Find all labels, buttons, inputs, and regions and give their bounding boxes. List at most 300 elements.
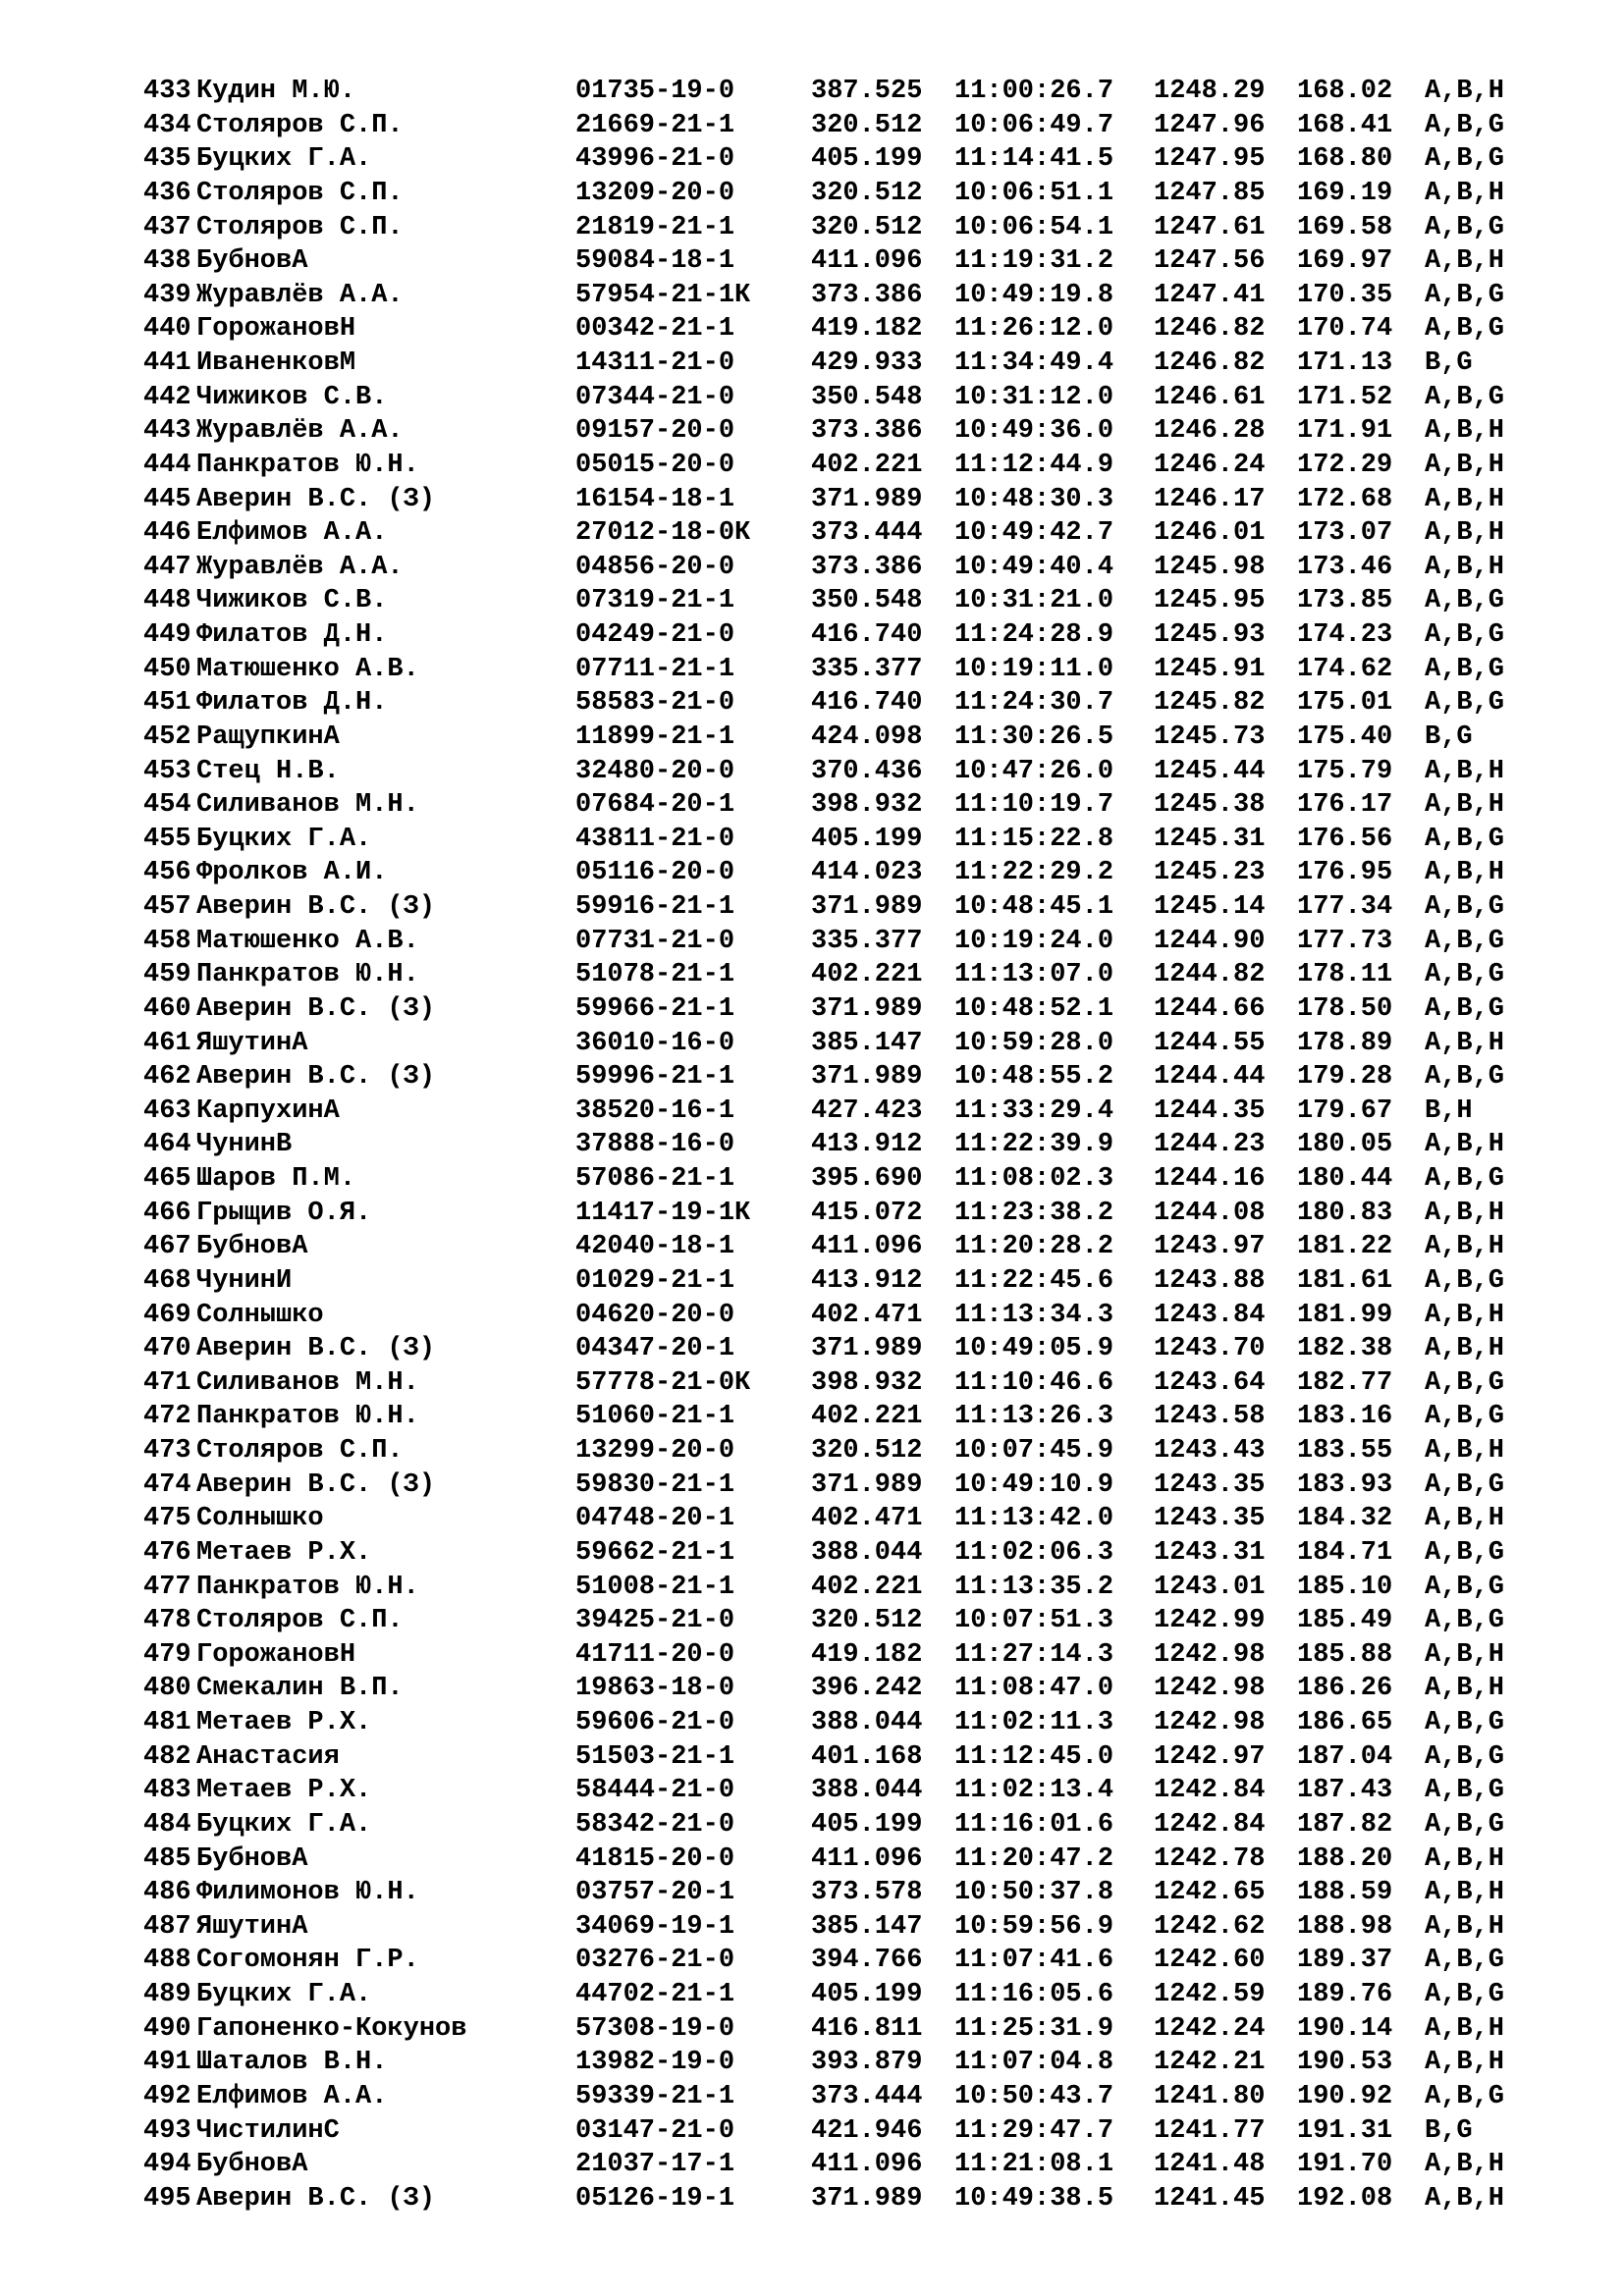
place-cell: 489 xyxy=(143,1980,191,2009)
distance-cell: 416.740 xyxy=(811,688,923,719)
table-row xyxy=(143,823,1513,857)
table-row xyxy=(143,584,1513,618)
distance-cell: 427.423 xyxy=(811,1095,923,1126)
table-row xyxy=(143,1706,1513,1740)
table-row xyxy=(143,992,1513,1027)
coefficient-cell: 190.14 xyxy=(1297,2013,1393,2044)
ring-number-cell: 36010-16-0 xyxy=(575,1028,735,1058)
fancier-name-cell: Филимонов Ю.Н. xyxy=(196,1878,419,1908)
speed-cell: 1244.44 xyxy=(1154,1062,1266,1093)
place-cell: 491 xyxy=(143,2048,191,2078)
arrival-time-cell: 11:27:14.3 xyxy=(954,1639,1114,1670)
coefficient-cell: 180.44 xyxy=(1297,1164,1393,1194)
ring-number-cell: 51060-21-1 xyxy=(575,1402,735,1432)
table-row xyxy=(143,1604,1513,1638)
coefficient-cell: 168.02 xyxy=(1297,77,1393,106)
ring-number-cell: 44702-21-1 xyxy=(575,1980,735,2009)
category-cell: A,B,G xyxy=(1425,1537,1505,1568)
distance-cell: 373.444 xyxy=(811,518,923,549)
fancier-name-cell: Елфимов А.А. xyxy=(196,518,388,549)
distance-cell: 398.932 xyxy=(811,1367,923,1398)
distance-cell: 396.242 xyxy=(811,1674,923,1704)
coefficient-cell: 188.20 xyxy=(1297,1843,1393,1874)
place-cell: 450 xyxy=(143,654,191,684)
table-row xyxy=(143,2114,1513,2149)
distance-cell: 373.444 xyxy=(811,2081,923,2111)
fancier-name-cell: Чижиков С.В. xyxy=(196,586,388,616)
fancier-name-cell: Фролков А.И. xyxy=(196,858,388,888)
distance-cell: 388.044 xyxy=(811,1537,923,1568)
distance-cell: 385.147 xyxy=(811,1911,923,1942)
speed-cell: 1241.45 xyxy=(1154,2183,1266,2214)
ring-number-cell: 57308-19-0 xyxy=(575,2013,735,2044)
place-cell: 486 xyxy=(143,1878,191,1908)
fancier-name-cell: Столяров С.П. xyxy=(196,1436,404,1466)
table-row xyxy=(143,788,1513,823)
distance-cell: 388.044 xyxy=(811,1776,923,1806)
arrival-time-cell: 10:49:05.9 xyxy=(954,1334,1114,1364)
ring-number-cell: 03147-21-0 xyxy=(575,2115,735,2146)
table-row xyxy=(143,1571,1513,1605)
category-cell: A,B,G xyxy=(1425,1265,1505,1296)
results-body xyxy=(143,75,1513,2216)
place-cell: 478 xyxy=(143,1606,191,1636)
distance-cell: 415.072 xyxy=(811,1198,923,1228)
place-cell: 441 xyxy=(143,348,191,378)
fancier-name-cell: ЧистилинС xyxy=(196,2115,340,2146)
fancier-name-cell: Анастасия xyxy=(196,1741,340,1772)
table-row xyxy=(143,1740,1513,1775)
fancier-name-cell: Матюшенко А.В. xyxy=(196,926,419,956)
place-cell: 444 xyxy=(143,450,191,480)
coefficient-cell: 175.40 xyxy=(1297,721,1393,752)
place-cell: 461 xyxy=(143,1028,191,1058)
table-row xyxy=(143,1366,1513,1401)
distance-cell: 370.436 xyxy=(811,756,923,786)
category-cell: A,B,G xyxy=(1425,586,1505,616)
distance-cell: 371.989 xyxy=(811,993,923,1024)
arrival-time-cell: 11:22:45.6 xyxy=(954,1265,1114,1296)
category-cell: A,B,G xyxy=(1425,314,1505,345)
ring-number-cell: 04856-20-0 xyxy=(575,552,735,582)
table-row xyxy=(143,1638,1513,1673)
category-cell: A,B,H xyxy=(1425,1911,1505,1942)
arrival-time-cell: 11:02:11.3 xyxy=(954,1708,1114,1737)
ring-number-cell: 04620-20-0 xyxy=(575,1300,735,1330)
distance-cell: 405.199 xyxy=(811,824,923,854)
fancier-name-cell: Солнышко xyxy=(196,1504,324,1534)
ring-number-cell: 14311-21-0 xyxy=(575,348,735,378)
table-row xyxy=(143,211,1513,245)
category-cell: A,B,H xyxy=(1425,2183,1505,2214)
ring-number-cell: 05126-19-1 xyxy=(575,2183,735,2214)
category-cell: A,B,G xyxy=(1425,654,1505,684)
arrival-time-cell: 10:49:19.8 xyxy=(954,280,1114,310)
speed-cell: 1245.23 xyxy=(1154,858,1266,888)
category-cell: A,B,G xyxy=(1425,926,1505,956)
distance-cell: 320.512 xyxy=(811,212,923,242)
arrival-time-cell: 11:07:41.6 xyxy=(954,1946,1114,1976)
speed-cell: 1245.31 xyxy=(1154,824,1266,854)
arrival-time-cell: 11:08:47.0 xyxy=(954,1674,1114,1704)
fancier-name-cell: ЯшутинА xyxy=(196,1911,308,1942)
coefficient-cell: 183.93 xyxy=(1297,1469,1393,1500)
category-cell: A,B,G xyxy=(1425,824,1505,854)
ring-number-cell: 21037-17-1 xyxy=(575,2150,735,2180)
ring-number-cell: 04748-20-1 xyxy=(575,1504,735,1534)
distance-cell: 393.879 xyxy=(811,2048,923,2078)
speed-cell: 1243.35 xyxy=(1154,1469,1266,1500)
coefficient-cell: 173.07 xyxy=(1297,518,1393,549)
category-cell: A,B,H xyxy=(1425,2013,1505,2044)
category-cell: A,B,G xyxy=(1425,280,1505,310)
fancier-name-cell: Журавлёв А.А. xyxy=(196,280,404,310)
ring-number-cell: 59662-21-1 xyxy=(575,1537,735,1568)
distance-cell: 429.933 xyxy=(811,348,923,378)
coefficient-cell: 181.61 xyxy=(1297,1265,1393,1296)
fancier-name-cell: Панкратов Ю.Н. xyxy=(196,1572,419,1602)
category-cell: A,B,H xyxy=(1425,1843,1505,1874)
coefficient-cell: 176.95 xyxy=(1297,858,1393,888)
fancier-name-cell: ГорожановН xyxy=(196,314,356,345)
distance-cell: 411.096 xyxy=(811,2150,923,2180)
arrival-time-cell: 10:50:43.7 xyxy=(954,2081,1114,2111)
table-row xyxy=(143,755,1513,789)
place-cell: 472 xyxy=(143,1402,191,1432)
fancier-name-cell: Силиванов М.Н. xyxy=(196,1367,419,1398)
speed-cell: 1243.31 xyxy=(1154,1537,1266,1568)
table-row xyxy=(143,1978,1513,2012)
distance-cell: 419.182 xyxy=(811,1639,923,1670)
table-row xyxy=(143,2012,1513,2047)
speed-cell: 1242.98 xyxy=(1154,1708,1266,1737)
category-cell: A,B,H xyxy=(1425,416,1505,447)
fancier-name-cell: Аверин В.С. (З) xyxy=(196,993,436,1024)
arrival-time-cell: 11:22:39.9 xyxy=(954,1130,1114,1160)
category-cell: A,B,H xyxy=(1425,1130,1505,1160)
table-row xyxy=(143,2182,1513,2216)
arrival-time-cell: 11:21:08.1 xyxy=(954,2150,1114,2180)
speed-cell: 1242.98 xyxy=(1154,1639,1266,1670)
arrival-time-cell: 10:49:36.0 xyxy=(954,416,1114,447)
table-row xyxy=(143,1095,1513,1129)
speed-cell: 1243.01 xyxy=(1154,1572,1266,1602)
table-row xyxy=(143,2046,1513,2080)
table-row xyxy=(143,414,1513,449)
arrival-time-cell: 10:49:40.4 xyxy=(954,552,1114,582)
speed-cell: 1247.95 xyxy=(1154,144,1266,175)
table-row xyxy=(143,2080,1513,2114)
ring-number-cell: 58583-21-0 xyxy=(575,688,735,719)
coefficient-cell: 176.17 xyxy=(1297,790,1393,821)
coefficient-cell: 180.05 xyxy=(1297,1130,1393,1160)
coefficient-cell: 181.99 xyxy=(1297,1300,1393,1330)
category-cell: A,B,H xyxy=(1425,518,1505,549)
speed-cell: 1242.99 xyxy=(1154,1606,1266,1636)
coefficient-cell: 182.38 xyxy=(1297,1334,1393,1364)
arrival-time-cell: 10:07:51.3 xyxy=(954,1606,1114,1636)
arrival-time-cell: 10:50:37.8 xyxy=(954,1878,1114,1908)
place-cell: 471 xyxy=(143,1367,191,1398)
ring-number-cell: 57778-21-0К xyxy=(575,1367,751,1398)
distance-cell: 335.377 xyxy=(811,654,923,684)
speed-cell: 1247.41 xyxy=(1154,280,1266,310)
category-cell: A,B,H xyxy=(1425,756,1505,786)
fancier-name-cell: Силиванов М.Н. xyxy=(196,790,419,821)
category-cell: B,G xyxy=(1425,721,1473,752)
place-cell: 484 xyxy=(143,1809,191,1840)
coefficient-cell: 181.22 xyxy=(1297,1232,1393,1262)
fancier-name-cell: Филатов Д.Н. xyxy=(196,620,388,650)
arrival-time-cell: 10:19:11.0 xyxy=(954,654,1114,684)
arrival-time-cell: 11:00:26.7 xyxy=(954,77,1114,106)
arrival-time-cell: 11:19:31.2 xyxy=(954,246,1114,277)
ring-number-cell: 32480-20-0 xyxy=(575,756,735,786)
distance-cell: 416.740 xyxy=(811,620,923,650)
table-row xyxy=(143,1910,1513,1945)
place-cell: 482 xyxy=(143,1741,191,1772)
distance-cell: 350.548 xyxy=(811,586,923,616)
coefficient-cell: 192.08 xyxy=(1297,2183,1393,2214)
arrival-time-cell: 10:48:30.3 xyxy=(954,484,1114,514)
category-cell: A,B,H xyxy=(1425,1028,1505,1058)
place-cell: 465 xyxy=(143,1164,191,1194)
coefficient-cell: 178.50 xyxy=(1297,993,1393,1024)
place-cell: 434 xyxy=(143,110,191,140)
table-row xyxy=(143,551,1513,585)
arrival-time-cell: 11:20:47.2 xyxy=(954,1843,1114,1874)
place-cell: 464 xyxy=(143,1130,191,1160)
coefficient-cell: 173.85 xyxy=(1297,586,1393,616)
category-cell: B,G xyxy=(1425,2115,1473,2146)
speed-cell: 1243.97 xyxy=(1154,1232,1266,1262)
distance-cell: 401.168 xyxy=(811,1741,923,1772)
speed-cell: 1246.28 xyxy=(1154,416,1266,447)
arrival-time-cell: 11:23:38.2 xyxy=(954,1198,1114,1228)
distance-cell: 373.386 xyxy=(811,416,923,447)
ring-number-cell: 59830-21-1 xyxy=(575,1469,735,1500)
speed-cell: 1241.77 xyxy=(1154,2115,1266,2146)
table-row xyxy=(143,856,1513,890)
arrival-time-cell: 11:13:26.3 xyxy=(954,1402,1114,1432)
category-cell: A,B,H xyxy=(1425,1639,1505,1670)
ring-number-cell: 03276-21-0 xyxy=(575,1946,735,1976)
coefficient-cell: 171.13 xyxy=(1297,348,1393,378)
table-row xyxy=(143,1468,1513,1503)
ring-number-cell: 04249-21-0 xyxy=(575,620,735,650)
speed-cell: 1242.65 xyxy=(1154,1878,1266,1908)
fancier-name-cell: БубновА xyxy=(196,1843,308,1874)
speed-cell: 1245.82 xyxy=(1154,688,1266,719)
table-row xyxy=(143,1536,1513,1571)
ring-number-cell: 07319-21-1 xyxy=(575,586,735,616)
category-cell: A,B,G xyxy=(1425,144,1505,175)
table-row xyxy=(143,177,1513,211)
arrival-time-cell: 11:30:26.5 xyxy=(954,721,1114,752)
coefficient-cell: 186.65 xyxy=(1297,1708,1393,1737)
speed-cell: 1243.84 xyxy=(1154,1300,1266,1330)
speed-cell: 1243.70 xyxy=(1154,1334,1266,1364)
table-row xyxy=(143,1299,1513,1333)
category-cell: A,B,G xyxy=(1425,1946,1505,1976)
distance-cell: 385.147 xyxy=(811,1028,923,1058)
fancier-name-cell: Матюшенко А.В. xyxy=(196,654,419,684)
fancier-name-cell: РащупкинА xyxy=(196,721,340,752)
place-cell: 467 xyxy=(143,1232,191,1262)
arrival-time-cell: 11:29:47.7 xyxy=(954,2115,1114,2146)
category-cell: A,B,H xyxy=(1425,1232,1505,1262)
coefficient-cell: 175.01 xyxy=(1297,688,1393,719)
arrival-time-cell: 10:49:42.7 xyxy=(954,518,1114,549)
category-cell: A,B,G xyxy=(1425,1469,1505,1500)
fancier-name-cell: Гапоненко-Кокунов xyxy=(196,2013,467,2044)
ring-number-cell: 59966-21-1 xyxy=(575,993,735,1024)
fancier-name-cell: Грыщив О.Я. xyxy=(196,1198,372,1228)
speed-cell: 1248.29 xyxy=(1154,77,1266,106)
distance-cell: 371.989 xyxy=(811,1062,923,1093)
place-cell: 433 xyxy=(143,77,191,106)
coefficient-cell: 183.16 xyxy=(1297,1402,1393,1432)
fancier-name-cell: Аверин В.С. (З) xyxy=(196,1469,436,1500)
fancier-name-cell: Согомонян Г.Р. xyxy=(196,1946,419,1976)
arrival-time-cell: 11:13:35.2 xyxy=(954,1572,1114,1602)
place-cell: 470 xyxy=(143,1334,191,1364)
fancier-name-cell: ИваненковМ xyxy=(196,348,356,378)
fancier-name-cell: Панкратов Ю.Н. xyxy=(196,1402,419,1432)
category-cell: A,B,G xyxy=(1425,1708,1505,1737)
distance-cell: 405.199 xyxy=(811,144,923,175)
ring-number-cell: 04347-20-1 xyxy=(575,1334,735,1364)
category-cell: A,B,G xyxy=(1425,1741,1505,1772)
speed-cell: 1244.08 xyxy=(1154,1198,1266,1228)
coefficient-cell: 178.89 xyxy=(1297,1028,1393,1058)
coefficient-cell: 189.76 xyxy=(1297,1980,1393,2009)
coefficient-cell: 169.19 xyxy=(1297,178,1393,208)
category-cell: A,B,G xyxy=(1425,212,1505,242)
category-cell: A,B,H xyxy=(1425,1674,1505,1704)
distance-cell: 335.377 xyxy=(811,926,923,956)
place-cell: 460 xyxy=(143,993,191,1024)
place-cell: 479 xyxy=(143,1639,191,1670)
speed-cell: 1247.61 xyxy=(1154,212,1266,242)
arrival-time-cell: 10:59:56.9 xyxy=(954,1911,1114,1942)
category-cell: A,B,G xyxy=(1425,1402,1505,1432)
place-cell: 490 xyxy=(143,2013,191,2044)
coefficient-cell: 184.32 xyxy=(1297,1504,1393,1534)
ring-number-cell: 34069-19-1 xyxy=(575,1911,735,1942)
distance-cell: 419.182 xyxy=(811,314,923,345)
fancier-name-cell: Аверин В.С. (З) xyxy=(196,2183,436,2214)
coefficient-cell: 184.71 xyxy=(1297,1537,1393,1568)
speed-cell: 1242.59 xyxy=(1154,1980,1266,2009)
category-cell: A,B,G xyxy=(1425,1062,1505,1093)
table-row xyxy=(143,449,1513,483)
category-cell: A,B,G xyxy=(1425,1367,1505,1398)
arrival-time-cell: 10:31:12.0 xyxy=(954,382,1114,412)
fancier-name-cell: БубновА xyxy=(196,2150,308,2180)
ring-number-cell: 27012-18-0К xyxy=(575,518,751,549)
distance-cell: 320.512 xyxy=(811,1606,923,1636)
category-cell: A,B,G xyxy=(1425,1572,1505,1602)
place-cell: 474 xyxy=(143,1469,191,1500)
coefficient-cell: 191.70 xyxy=(1297,2150,1393,2180)
speed-cell: 1242.84 xyxy=(1154,1809,1266,1840)
speed-cell: 1245.95 xyxy=(1154,586,1266,616)
fancier-name-cell: Столяров С.П. xyxy=(196,110,404,140)
fancier-name-cell: Столяров С.П. xyxy=(196,178,404,208)
category-cell: B,G xyxy=(1425,348,1473,378)
coefficient-cell: 189.37 xyxy=(1297,1946,1393,1976)
category-cell: A,B,H xyxy=(1425,450,1505,480)
table-row xyxy=(143,1128,1513,1162)
fancier-name-cell: Кудин М.Ю. xyxy=(196,77,356,106)
speed-cell: 1242.60 xyxy=(1154,1946,1266,1976)
table-row xyxy=(143,1027,1513,1061)
arrival-time-cell: 11:16:01.6 xyxy=(954,1809,1114,1840)
table-row xyxy=(143,381,1513,415)
place-cell: 445 xyxy=(143,484,191,514)
category-cell: A,B,H xyxy=(1425,1878,1505,1908)
arrival-time-cell: 10:07:45.9 xyxy=(954,1436,1114,1466)
speed-cell: 1245.93 xyxy=(1154,620,1266,650)
arrival-time-cell: 11:33:29.4 xyxy=(954,1095,1114,1126)
speed-cell: 1241.48 xyxy=(1154,2150,1266,2180)
ring-number-cell: 13982-19-0 xyxy=(575,2048,735,2078)
fancier-name-cell: Шаров П.М. xyxy=(196,1164,356,1194)
place-cell: 442 xyxy=(143,382,191,412)
place-cell: 458 xyxy=(143,926,191,956)
coefficient-cell: 168.41 xyxy=(1297,110,1393,140)
arrival-time-cell: 11:22:29.2 xyxy=(954,858,1114,888)
distance-cell: 320.512 xyxy=(811,110,923,140)
speed-cell: 1242.21 xyxy=(1154,2048,1266,2078)
fancier-name-cell: Метаев Р.Х. xyxy=(196,1537,372,1568)
distance-cell: 421.946 xyxy=(811,2115,923,2146)
place-cell: 457 xyxy=(143,892,191,922)
speed-cell: 1241.80 xyxy=(1154,2081,1266,2111)
category-cell: A,B,G xyxy=(1425,1776,1505,1806)
fancier-name-cell: Смекалин В.П. xyxy=(196,1674,404,1704)
place-cell: 453 xyxy=(143,756,191,786)
place-cell: 451 xyxy=(143,688,191,719)
ring-number-cell: 41815-20-0 xyxy=(575,1843,735,1874)
distance-cell: 402.471 xyxy=(811,1300,923,1330)
fancier-name-cell: КарпухинА xyxy=(196,1095,340,1126)
category-cell: A,B,H xyxy=(1425,1198,1505,1228)
ring-number-cell: 16154-18-1 xyxy=(575,484,735,514)
ring-number-cell: 41711-20-0 xyxy=(575,1639,735,1670)
distance-cell: 371.989 xyxy=(811,484,923,514)
arrival-time-cell: 10:47:26.0 xyxy=(954,756,1114,786)
coefficient-cell: 190.53 xyxy=(1297,2048,1393,2078)
table-row xyxy=(143,721,1513,755)
distance-cell: 320.512 xyxy=(811,1436,923,1466)
ring-number-cell: 03757-20-1 xyxy=(575,1878,735,1908)
category-cell: A,B,H xyxy=(1425,178,1505,208)
speed-cell: 1246.82 xyxy=(1154,314,1266,345)
category-cell: A,B,G xyxy=(1425,2081,1505,2111)
arrival-time-cell: 11:24:28.9 xyxy=(954,620,1114,650)
arrival-time-cell: 11:20:28.2 xyxy=(954,1232,1114,1262)
category-cell: A,B,G xyxy=(1425,1809,1505,1840)
speed-cell: 1247.85 xyxy=(1154,178,1266,208)
ring-number-cell: 05116-20-0 xyxy=(575,858,735,888)
place-cell: 477 xyxy=(143,1572,191,1602)
place-cell: 443 xyxy=(143,416,191,447)
category-cell: A,B,H xyxy=(1425,2150,1505,2180)
table-row xyxy=(143,109,1513,143)
distance-cell: 416.811 xyxy=(811,2013,923,2044)
